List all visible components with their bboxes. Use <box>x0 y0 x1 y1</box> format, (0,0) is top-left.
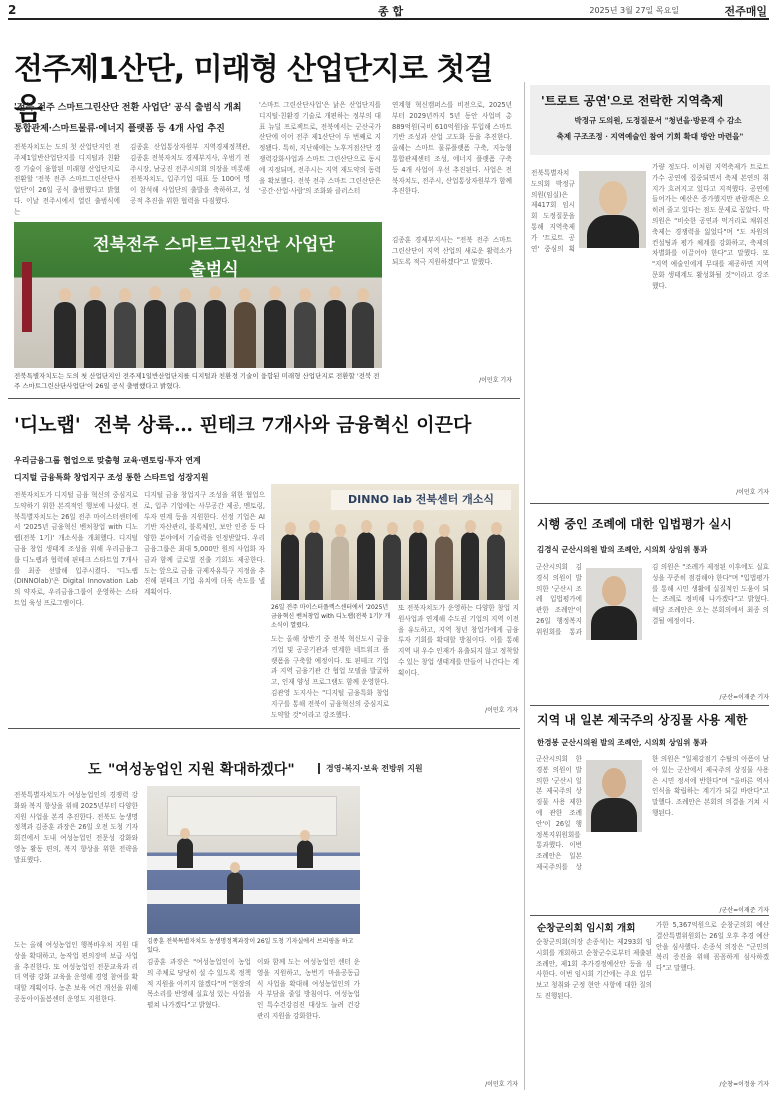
a4-portrait-suit <box>591 606 637 640</box>
a3-byline: /이민호 기자 <box>485 707 518 714</box>
a6-person-head <box>300 830 310 841</box>
a1-person <box>174 302 196 368</box>
a5-title: 지역 내 일본 제국주의 상징물 사용 제한 <box>537 713 748 727</box>
a3-text-col4: 또 전북자치도가 운영하는 다양한 창업 지원사업과 연계해 수도권 기업의 지역 이전을 유도하고, 지역 청년 창업가에게 금융 투자 기회를 확대할 방침이다. 이를 통해 지역 내 우수 인재가 유출되지 않고 정착할 수 있는 창업 생태계를 만들어 나간다는 계획이다. <box>398 604 519 677</box>
a1-person <box>234 302 256 368</box>
a6-text-col2: 도는 올해 여성농업인 행복바우처 지원 대상을 확대하고, 농작업 편의장비 보급 사업을 추진한다. 또 여성농업인 전문교육과 리더 역량 강화 교육을 운영해 경영 참여를 확대할 계획이다. 농촌 보육 여건 개선을 위해 공동아이돌봄센터 운영도 지원한다. <box>14 941 138 1003</box>
a6-photo-desk <box>147 890 360 904</box>
a1-person <box>204 300 226 368</box>
a3-photo <box>271 484 519 600</box>
a1-text-col5: 김종훈 경제부지사는 "전북 전주 스마트 그린산단이 지역 산업의 새로운 활력소가 되도록 적극 지원하겠다"고 말했다. <box>392 236 512 266</box>
a1-text-col3: '스마트 그린산단사업'은 낡은 산업단지를 디지털·친환경 기술로 개편하는 정부의 대표 뉴딜 프로젝트로, 전북에서는 군산국가산단에 이어 전주 제1산단이 두 번째로 지정됐다. 특히, 지난해에는 노후거점산단 경쟁력강화사업과 스마트 그린산단으로 동시에 지정되며, 전주시는 지역 재도약의 동력을 확보했다. 전북 전주 스마트 그린산단은 '공간·산업·사람'의 조화와 클러스터 <box>259 101 381 196</box>
a3-subhead-2: 디지털 금융특화 창업지구 조성 통한 스타트업 성장지원 <box>14 472 209 482</box>
a3-photo-caption: 26일 전주 마이스터플렉스센터에서 '2025년 금융혁신 벤처창업 with 디노랩(전북 1기)' 개소식이 열렸다. <box>271 604 391 629</box>
a7-top-rule <box>530 915 769 916</box>
a1-byline: /이민호 기자 <box>479 377 512 384</box>
a6-person-head <box>180 828 190 839</box>
a3-person-head <box>285 522 296 535</box>
a1-person-head <box>119 288 131 302</box>
issue-date: 2025년 3월 27일 목요일 <box>589 6 679 15</box>
a3-headline-row <box>14 410 514 440</box>
a3-text-col3: 도는 올해 상반기 중 전북 혁신도시 금융기업 및 공공기관과 연계한 네트워크 플랫폼을 구축할 예정이다. 또 핀테크 기업과 지역 금융기관 간 협업 모델을 발굴하고, 인재 양성 프로그램도 함께 운영한다. 김관영 도지사는 "디지털 금융특화 창업지구를 통해 전북이 금융혁신의 중심지로 도약할 것"이라고 강조했다. <box>271 635 389 718</box>
a2-title: '트로트 공연'으로 전락한 지역축제 <box>541 94 724 108</box>
a1-person-head <box>59 288 71 302</box>
a6-person <box>297 840 313 868</box>
a3-person-head <box>491 522 502 535</box>
a4-portrait-face <box>602 576 626 606</box>
a6-headline-row <box>88 759 518 781</box>
a6-tag: 경영·복지·보육 전방위 지원 <box>318 763 423 774</box>
a1-person <box>84 300 106 368</box>
a7-title: 순창군의회 임시회 개회 <box>537 923 636 934</box>
a3-person <box>435 536 453 600</box>
a3-person <box>331 536 349 600</box>
a1-bottom-rule <box>8 398 520 399</box>
a1-headline: 전주제1산단, 미래형 산업단지로 첫걸음 <box>14 52 493 127</box>
a6-text-col4: 이와 함께 도는 여성농업인 센터 운영을 지원하고, 농번기 마을공동급식 사업을 확대해 여성농업인의 가사 부담을 줄일 방침이다. 여성농업인 특수건강검진 대상도 늘려 건강관리 지원을 강화한다. <box>257 958 360 1020</box>
a1-person <box>352 302 374 368</box>
a7-text-col1: 순창군의회(의장 손종석)는 제293회 임시회를 개회하고 순창군수로부터 제출된 조례안, 제1회 추가경정예산안 등을 심사한다. 이번 임시회 기간에는 주요 업무보고 청취와 군정 현안 사항에 대한 질의도 진행된다. <box>536 938 652 1000</box>
a2-subhead-1: 박정규 도의원, 도정질문서 "청년을·방문객 수 감소 <box>574 116 742 125</box>
a3-subhead-1: 우리금융그룹 협업으로 맞춤형 교육·멘토링·투자 연계 <box>14 455 201 465</box>
a1-person-head <box>329 286 341 300</box>
a1-person <box>54 302 76 368</box>
a6-headline-quote: 도 <box>88 762 102 778</box>
a5-portrait-suit <box>591 798 637 832</box>
a1-person-head <box>299 288 311 302</box>
a5-text-col2: 한 의원은 "일제강점기 수탈의 아픔이 남아 있는 군산에서 제국주의 상징물 사용은 시민 정서에 반한다"며 "올바른 역사 인식을 확립하는 계기가 되길 바란다"고 말했다. 조례안은 본회의 의결을 거쳐 시행된다. <box>652 755 769 817</box>
a4-subhead: 김경식 군산시의원 발의 조례안, 시의회 상임위 통과 <box>537 545 708 554</box>
a1-person-head <box>149 286 161 300</box>
a1-person-head <box>89 286 101 300</box>
a3-person <box>281 534 299 600</box>
a5-byline: /군산=이재준 기자 <box>719 907 769 914</box>
a1-person-head <box>269 286 281 300</box>
a6-photo <box>147 786 360 934</box>
a4-portrait <box>586 568 642 640</box>
a5-portrait <box>586 760 642 832</box>
a3-person <box>357 532 375 600</box>
a1-person <box>294 302 316 368</box>
a5-subhead: 한경봉 군산시의원 발의 조례안, 시의회 상임위 통과 <box>537 738 708 747</box>
a6-photo-wall <box>167 796 337 836</box>
a2-text-col2: 가량 정도다. 이처럼 지역축제가 트로트 가수 공연에 집중되면서 축제 본연의 취지가 흐려지고 있다고 지적했다. 공연에 들어가는 예산은 증가했지만 관람객은 오히려 줄고 있다는 점도 문제로 꼽았다. 박 의원은 "비슷한 공연과 먹거리로 채워진 축제는 경쟁력을 잃었다"며 "도 차원의 컨설팅과 평가 체계를 강화하고, 축제의 차별화를 이끌어야 한다"고 말했다. 또 "지역 예술인에게 무대를 제공하면 지역 문화 생태계도 활성화될 것"이라고 강조했다. <box>652 163 769 290</box>
a6-person-head <box>230 862 240 873</box>
a4-top-rule <box>530 503 769 504</box>
a7-byline: /순창=이정웅 기자 <box>719 1081 769 1088</box>
a4-title: 시행 중인 조례에 대한 입법평가 실시 <box>537 517 732 531</box>
a1-person-head <box>179 288 191 302</box>
a1-person <box>144 300 166 368</box>
a3-person-head <box>361 520 372 533</box>
a3-person <box>409 532 427 600</box>
a1-text-col4: 연계형 혁신캠퍼스를 비전으로, 2025년부터 2029년까지 5년 동안 사업비 총 889억원(국비 610억원)을 투입해 스마트 기반 조성과 산업 고도화 등을 추진한다. 올해는 스마트 물류플랫폼 구축, 지능형 통합관제센터 조성, 에너지 플랫폼 구축 등 4개 사업이 우선 추진된다. 사업은 전북자치도, 전주시, 산업통상자원부가 함께 추진한다. <box>392 101 512 196</box>
a6-person <box>227 872 243 904</box>
a2-portrait-suit <box>587 215 639 248</box>
a6-person <box>177 838 193 868</box>
a6-byline: /이민호 기자 <box>485 1081 518 1088</box>
a1-person <box>324 300 346 368</box>
a3-person-head <box>335 524 346 537</box>
a1-flag <box>22 262 32 332</box>
a6-headline: "여성농업인 지원 확대하겠다" <box>108 762 295 778</box>
a1-text-col2: 김종훈 산업통상자원부 지역경제정책관, 김종훈 전북자치도 경제부지사, 우범기 전주시장, 남궁진 전주시의회 의장을 비롯해 전북자치도, 입주기업 대표 등 100여 명이 참석해 사업단의 출발을 축하하고, 성공적 추진을 위한 협력을 다짐했다. <box>130 143 250 205</box>
a3-text-col1: 전북자치도가 디지털 금융 혁신의 중심지로 도약하기 위한 본격적인 행보에 나섰다. 전북특별자치도는 26일 전주 마이스터센터에서 '2025년 금융혁신 벤처창업 with 디노랩(전북 1기)' 개소식을 개최했다. 디지털 금융 창업 생태계 조성을 위해 우리금융그룹 디노랩과 협력해 핀테크 스타트업 7개사를 최종 선발해 입주시켰다. '디노랩(DINNOlab)'은 Digital Innovation Lab의 약자로, 우리금융그룹이 운영하는 스타트업 육성 프로그램이다. <box>14 491 138 607</box>
a3-person <box>487 534 505 600</box>
a5-top-rule <box>530 705 769 706</box>
a3-person-head <box>465 520 476 533</box>
a3-headline: 전북 상륙… 핀테크 7개사와 금융혁신 이끈다 <box>94 414 472 436</box>
a2-subhead-2: 축제 구조조정 · 지역예술인 참여 기회 확대 방안 마련을" <box>556 132 744 141</box>
a1-person <box>264 300 286 368</box>
a3-person <box>305 532 323 600</box>
a1-subhead-1: '전북 전주 스마트그린산단 전환 사업단' 공식 출범식 개최 <box>14 103 242 113</box>
page-number: 2 <box>8 3 17 17</box>
a3-person-head <box>387 522 398 535</box>
a2-portrait-face <box>599 181 627 215</box>
a1-photo-banner: 전북전주 스마트그린산단 사업단 출범식 <box>93 235 335 280</box>
newspaper-brand: 전주매일 <box>724 5 767 18</box>
a3-person-head <box>413 520 424 533</box>
a1-person-head <box>239 288 251 302</box>
a1-person <box>114 302 136 368</box>
a3-text-col2: 디지털 금융 창업지구 조성을 위한 협업으로, 입주 기업에는 사무공간 제공, 멘토링, 투자 연계 등을 지원한다. 선정 기업은 AI 기반 자산관리, 블록체인, 보안 인증 등 다양한 분야에서 기술력을 인정받았다. 우리금융그룹은 최대 5,000만 원의 사업화 자금과 함께 글로벌 진출 기회도 제공한다. 도는 앞으로 금융 규제자유특구 지정을 추진해 핀테크 기업 유치에 더욱 속도를 낼 계획이다. <box>144 491 265 597</box>
a2-portrait <box>579 171 646 248</box>
a4-byline: /군산=이재준 기자 <box>719 694 769 701</box>
a1-person-head <box>209 286 221 300</box>
a1-person-head <box>357 288 369 302</box>
a1-subhead-2: 통합관제·스마트물류·에너지 플랫폼 등 4개 사업 추진 <box>14 124 225 134</box>
a4-text-col1: 군산시의회 김경식 의원이 발의한 '군산시 조례 입법평가에 관한 조례안'이 26일 행정복지위원회를 통과 <box>536 563 582 636</box>
a4-text-col2: 김 의원은 "조례가 제정된 이후에도 실효성을 꾸준히 점검해야 한다"며 "입법평가를 통해 시민 생활에 실질적인 도움이 되는 조례로 정비해 나가겠다"고 밝혔다. 해당 조례안은 오는 본회의에서 최종 의결될 예정이다. <box>652 563 769 625</box>
a3-person-head <box>309 520 320 533</box>
a6-text-col5b <box>367 790 519 1078</box>
a6-photo-caption: 김종훈 전북특별자치도 농생명정책과장이 26일 도청 기자실에서 브리핑을 하고 있다. <box>147 938 354 954</box>
a5-portrait-face <box>602 768 626 798</box>
a3-photo-banner: DINNO lab 전북센터 개소식 <box>331 490 511 510</box>
a3-headline-quote: '디노랩' <box>14 414 81 436</box>
a1-photo-caption: 전북특별자치도는 도의 첫 산업단지인 전주제1일반산업단지를 디지털과 친환경 기술이 융합된 미래형 산업단지로 전환할 '전북 전주 스마트그린산단사업단'이 26일 공식 출범했다고 밝혔다. <box>14 372 380 390</box>
a6-text-col3: 김종훈 과장은 "여성농업인이 농업의 주체로 당당히 설 수 있도록 정책적 지원을 아끼지 않겠다"며 "현장의 목소리를 반영해 실효성 있는 사업을 펼쳐 나가겠다"고 밝혔다. <box>147 958 251 1010</box>
column-divider <box>524 82 525 1090</box>
page-header <box>8 2 769 20</box>
a6-text-col1: 전북특별자치도가 여성농업인의 경쟁력 강화와 복지 향상을 위해 2025년부터 다양한 지원 사업을 본격 추진한다. 전북도 농생명정책과 김종훈 과장은 26일 오전 도청 기자회견에서 도내 여성농업인 전문성 강화와 영농 활동 편의, 복지 향상을 위한 전략을 발표했다. <box>14 791 138 864</box>
section-name: 종 합 <box>378 5 404 18</box>
a5-text-col1: 군산시의회 한경봉 의원이 발의한 '군산시 일본 제국주의 상징물 사용 제한에 관한 조례안'이 26일 행정복지위원회를 통과했다. 이번 조례안은 일본 제국주의를 상 <box>536 755 582 871</box>
a3-person-head <box>439 524 450 537</box>
a2-byline: /이민호 기자 <box>736 489 769 496</box>
a2-text-col1: 전북특별자치도의회 박정규 의원(임실)은 제417회 임시회 도정질문을 통해 지역축제가 '트로트 공연' 중심의 획 <box>531 169 575 252</box>
a3-person <box>383 534 401 600</box>
a3-bottom-rule <box>8 728 520 729</box>
a1-text-col1: 전북자치도는 도의 첫 산업단지인 전주제1일반산업단지를 디지털과 친환경 기술이 융합된 미래형 산업단지로 전환할 '전북 전주 스마트그린산단사업단'이 26일 공식 출범했다고 밝혔다. 이날 전주시에서 열린 출범식에는 <box>14 143 120 216</box>
a1-photo <box>14 222 382 368</box>
a3-person <box>461 532 479 600</box>
a7-text-col2: 가한 5,367억원으로 순창군의회 예산결산특별위원회는 26일 오후 추경 예산안을 심사했다. 손종석 의장은 "군민의 복리 증진을 위해 꼼꼼하게 심사하겠다"고 말했다. <box>656 921 769 973</box>
